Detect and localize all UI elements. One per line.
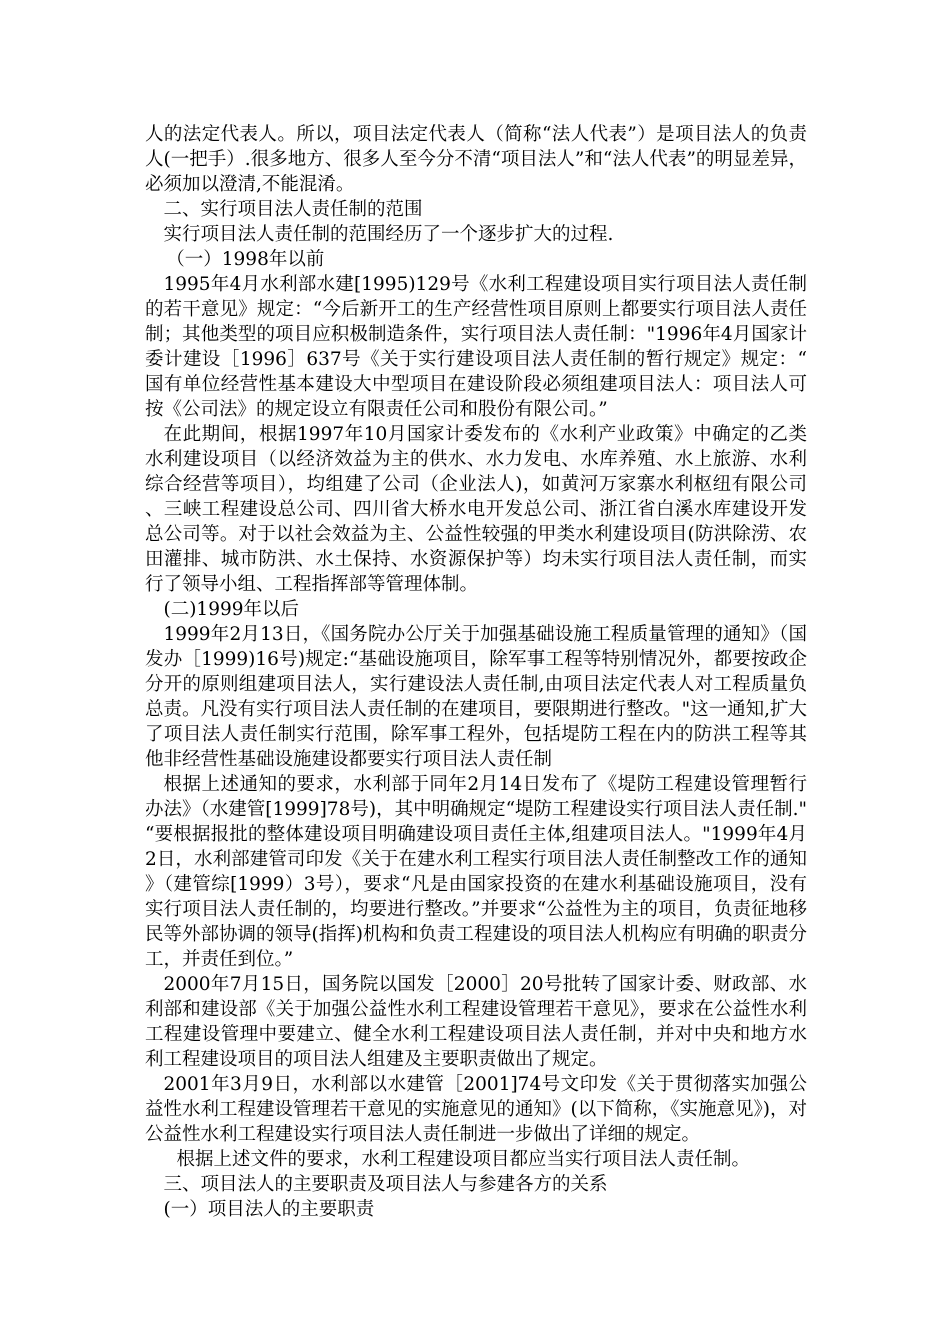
paragraph-1995-regulation: 1995年4月水利部水建[1995)129号《水利工程建设项目实行项目法人责任制的若干意见》规定：“今后新开工的生产经营性项目原则上都要实行项目法人责任制；其他类型的项目应积极制造条件，实行项目法人责任制："1996年4月国家计委计建设［1996］637号《关于实行建设项目法人责任制的暂行规定》规定：“国有单位经营性基本建设大中型项目在建设阶段必须组建项目法人：项目法人可按《公司法》的规定设立有限责任公司和股份有限公司。” [145,274,807,420]
subheading-after-1999: (二)1999年以后 [163,599,300,620]
paragraph-scope-intro: 实行项目法人责任制的范围经历了一个逐步扩大的过程. [163,224,614,245]
paragraph-levee-regulation: 根据上述通知的要求，水利部于同年2月14日发布了《堤防工程建设管理暂行办法》（水建管[1999]78号)，其中明确规定“堤防工程建设实行项目法人责任制."“要根据报批的整体建设项目明确建设项目责任主体,组建项目法人。"1999年4月2日，水利部建管司印发《关于在建水利工程实行项目法人责任制整改工作的通知》（建管综[1999）3号），要求“凡是由国家投资的在建水利基础设施项目，没有实行项目法人责任制的，均要进行整改。”并要求“公益性为主的项目，负责征地移民等外部协调的领导(指挥)机构和负责工程建设的项目法人机构应有明确的职责分工，并责任到位。” [145,774,807,970]
paragraph-legal-representative: 人的法定代表人。所以，项目法定代表人（简称“法人代表”）是项目法人的负责人(一把手）.很多地方、很多人至今分不清“项目法人”和“法人代表”的明显差异，必须加以澄清,不能混淆。 [145,124,807,195]
paragraph-conclusion: 根据上述文件的要求，水利工程建设项目都应当实行项目法人责任制。 [176,1149,750,1170]
paragraph-2000-state-council: 2000年7月15日，国务院以国发［2000］20号批转了国家计委、财政部、水利部和建设部《关于加强公益性水利工程建设管理若干意见》，要求在公益性水利工程建设管理中要建立、健全水利工程建设项目法人责任制，并对中央和地方水利工程建设项目的项目法人组建及主要职责做出了规定。 [145,974,807,1070]
section-heading-duties: 三、项目法人的主要职责及项目法人与参建各方的关系 [163,1174,608,1195]
subheading-main-duties: (一）项目法人的主要职责 [163,1199,375,1220]
paragraph-2001-implementation: 2001年3月9日，水利部以水建管［2001]74号文印发《关于贯彻落实加强公益性水利工程建设管理若干意见的实施意见的通知》(以下简称，《实施意见》)，对公益性水利工程建设实行项目法人责任制进一步做出了详细的规定。 [145,1074,807,1145]
subheading-before-1998: （一）1998年以前 [166,249,325,270]
paragraph-1999-notice: 1999年2月13日，《国务院办公厅关于加强基础设施工程质量管理的通知》（国发办［1999)16号)规定:“基础设施项目，除军事工程等特别情况外，都要按政企分开的原则组建项目法人，实行建设法人责任制,由项目法定代表人对工程质量负总责。凡没有实行项目法人责任制的在建项目，要限期进行整改。"这一通知,扩大了项目法人责任制实行范围，除军事工程外，包括堤防工程在内的防洪工程等其他非经营性基础设施建设都要实行项目法人责任制 [145,624,807,770]
paragraph-during-period: 在此期间，根据1997年10月国家计委发布的《水利产业政策》中确定的乙类水利建设项目（以经济效益为主的供水、水力发电、水库养殖、水上旅游、水利综合经营等项目），均组建了公司（企业法人)，如黄河万家寨水利枢纽有限公司、三峡工程建设总公司、四川省大桥水电开发总公司、浙江省白溪水库建设开发总公司等。对于以社会效益为主、公益性较强的甲类水利建设项目(防洪除涝、农田灌排、城市防洪、水土保持、水资源保护等）均未实行项目法人责任制，而实行了领导小组、工程指挥部等管理体制。 [145,424,807,595]
section-heading-scope: 二、实行项目法人责任制的范围 [163,199,423,220]
document-body [145,122,807,1222]
